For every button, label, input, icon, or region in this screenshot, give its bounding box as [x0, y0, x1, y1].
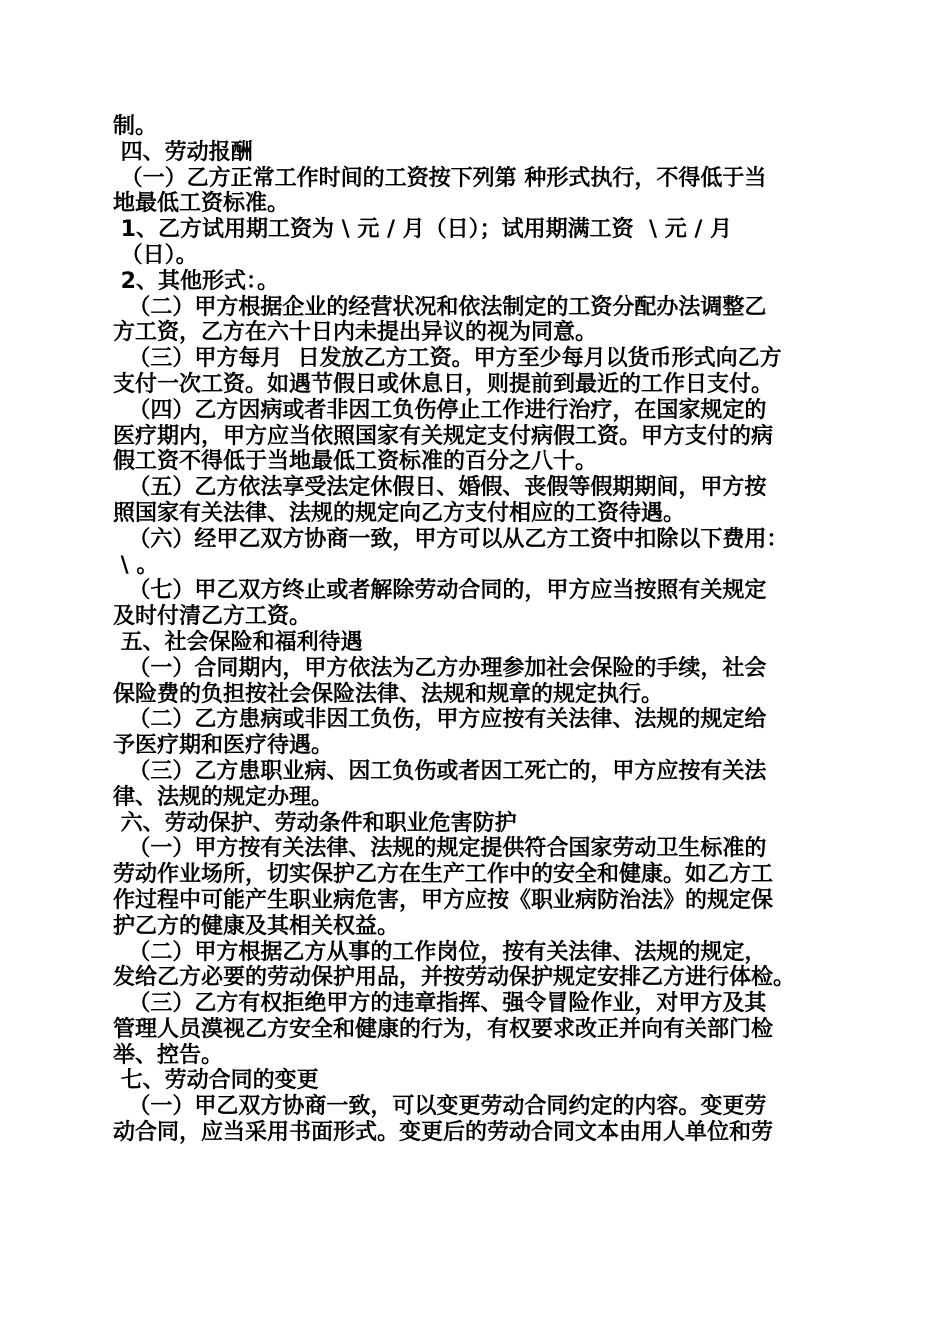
text-line: 方工资，乙方在六十日内未提出异议的视为同意。 [113, 320, 598, 346]
text-line: （四）乙方因病或者非因工负伤停止工作进行治疗，在国家规定的 [113, 397, 767, 423]
text-line: 予医疗期和医疗待遇。 [113, 733, 334, 759]
text-line: 1、乙方试用期工资为 \ 元 / 月（日）；试用期满工资 \ 元 / 月 [113, 217, 733, 243]
text-line: （三）乙方有权拒绝甲方的违章指挥、强令冒险作业，对甲方及其 [113, 991, 767, 1017]
text-line: （一）甲乙双方协商一致，可以变更劳动合同约定的内容。变更劳 [113, 1094, 767, 1120]
text-line: （五）乙方依法享受法定休假日、婚假、丧假等假期期间，甲方按 [113, 475, 767, 501]
text-line: 照国家有关法律、法规的规定向乙方支付相应的工资待遇。 [113, 500, 686, 526]
text-line: 五、社会保险和福利待遇 [113, 629, 363, 655]
text-line: 作过程中可能产生职业病危害，甲方应按《职业病防治法》的规定保 [113, 887, 774, 913]
text-line: 管理人员漠视乙方安全和健康的行为，有权要求改正并向有关部门检 [113, 1016, 774, 1042]
text-line: 保险费的负担按社会保险法律、法规和规章的规定执行。 [113, 681, 664, 707]
text-line: 护乙方的健康及其相关权益。 [113, 913, 400, 939]
text-line: 动合同，应当采用书面形式。变更后的劳动合同文本由用人单位和劳 [113, 1120, 774, 1146]
text-line: （三）乙方患职业病、因工负伤或者因工死亡的，甲方应按有关法 [113, 758, 767, 784]
text-line: （一）甲方按有关法律、法规的规定提供符合国家劳动卫生标准的 [113, 836, 767, 862]
text-line: 医疗期内，甲方应当依照国家有关规定支付病假工资。甲方支付的病 [113, 423, 774, 449]
text-line: （二）乙方患病或非因工负伤，甲方应按有关法律、法规的规定给 [113, 707, 767, 733]
text-line: 律、法规的规定办理。 [113, 784, 334, 810]
text-line: \ 。 [113, 552, 159, 578]
text-line: （二）甲方根据企业的经营状况和依法制定的工资分配办法调整乙 [113, 294, 767, 320]
text-line: 劳动作业场所，切实保护乙方在生产工作中的安全和健康。如乙方工 [113, 862, 774, 888]
text-line: （一）乙方正常工作时间的工资按下列第 种形式执行，不得低于当 [113, 165, 767, 191]
text-line: 2、其他形式：。 [113, 268, 279, 294]
text-line: 及时付清乙方工资。 [113, 604, 312, 630]
document-body [113, 114, 843, 1146]
text-line: 四、劳动报酬 [113, 139, 253, 165]
text-line: （二）甲方根据乙方从事的工作岗位，按有关法律、法规的规定， [113, 939, 767, 965]
text-line: （七）甲乙双方终止或者解除劳动合同的，甲方应当按照有关规定 [113, 578, 767, 604]
text-line: （三）甲方每月 日发放乙方工资。甲方至少每月以货币形式向乙方 [113, 346, 782, 372]
text-line: 举、控告。 [113, 1042, 224, 1068]
text-line: 地最低工资标准。 [113, 191, 290, 217]
text-line: 发给乙方必要的劳动保护用品，并按劳动保护规定安排乙方进行体检。 [113, 965, 796, 991]
text-line: （一）合同期内，甲方依法为乙方办理参加社会保险的手续，社会 [113, 655, 767, 681]
text-line: 支付一次工资。如遇节假日或休息日，则提前到最近的工作日支付。 [113, 371, 774, 397]
text-line: 假工资不得低于当地最低工资标准的百分之八十。 [113, 449, 598, 475]
text-line: （日）。 [113, 242, 198, 268]
text-line: 七、劳动合同的变更 [113, 1068, 319, 1094]
text-line: 六、劳动保护、劳动条件和职业危害防护 [113, 810, 517, 836]
text-line: （六）经甲乙双方协商一致，甲方可以从乙方工资中扣除以下费用： [113, 526, 789, 552]
text-line: 制。 [113, 114, 158, 139]
